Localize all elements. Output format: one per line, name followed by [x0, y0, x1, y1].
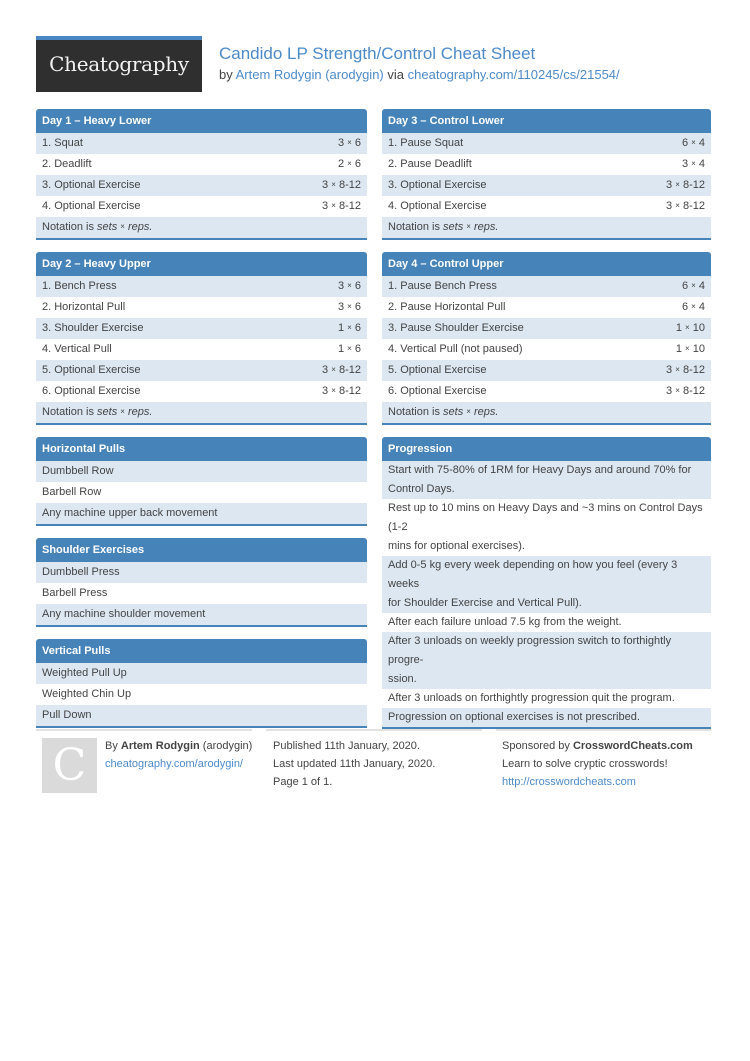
note-sets: sets — [97, 406, 118, 418]
exercise-name: 4. Vertical Pull (not paused) — [388, 343, 523, 355]
times-sign: × — [685, 323, 690, 332]
author-link[interactable]: Artem Rodygin (arodygin) — [235, 67, 384, 82]
table-rows — [36, 276, 367, 402]
section-day4 — [382, 252, 711, 425]
sets-reps — [338, 133, 361, 154]
sets-reps — [682, 133, 705, 154]
progression-item — [382, 556, 711, 613]
sets-value: 3 — [337, 137, 345, 149]
reps-value: 6 — [354, 343, 361, 355]
reps-value: 8-12 — [338, 179, 361, 191]
table-row — [36, 276, 367, 297]
reps-value: 8-12 — [338, 385, 361, 397]
by-prefix: By — [105, 740, 121, 752]
reps-value: 4 — [698, 280, 705, 292]
sets-value: 2 — [337, 158, 345, 170]
byline — [219, 67, 620, 82]
reps-value: 6 — [354, 322, 361, 334]
times-sign: × — [120, 407, 125, 416]
author-profile-link[interactable]: cheatography.com/arodygin/ — [105, 758, 243, 770]
table-row — [36, 175, 367, 196]
times-sign: × — [331, 180, 336, 189]
note-sets: sets — [443, 406, 464, 418]
section-day2 — [36, 252, 367, 425]
reps-value: 8-12 — [682, 364, 705, 376]
footer-dates — [266, 729, 482, 795]
logo-text: Cheatography — [49, 52, 189, 76]
sets-reps — [666, 196, 705, 217]
sets-reps — [338, 318, 361, 339]
sets-value: 1 — [675, 343, 682, 355]
progression-line: After 3 unloads on forthightly progression quit the program. — [388, 692, 675, 704]
section-title: Day 4 – Control Upper — [382, 252, 711, 276]
times-sign: × — [120, 222, 125, 231]
progression-item — [382, 632, 711, 689]
table-row — [36, 318, 367, 339]
note-prefix: Notation is — [42, 406, 98, 418]
times-sign: × — [347, 159, 352, 168]
times-sign: × — [691, 302, 696, 311]
sets-value: 1 — [337, 343, 345, 355]
table-row — [382, 297, 711, 318]
section-title: Progression — [382, 437, 711, 461]
sets-reps — [338, 297, 361, 318]
notation-note — [382, 217, 711, 240]
cheatography-logo[interactable] — [36, 36, 202, 92]
note-reps: reps — [128, 221, 150, 233]
times-sign: × — [347, 138, 352, 147]
note-suffix: . — [495, 406, 499, 418]
times-sign: × — [347, 281, 352, 290]
footer-by-line — [105, 740, 252, 752]
list-item: Weighted Pull Up — [36, 663, 367, 684]
sets-reps — [322, 381, 361, 402]
table-row — [382, 339, 711, 360]
reps-value: 10 — [692, 322, 705, 334]
notation-note — [36, 217, 367, 240]
exercise-name: 3. Shoulder Exercise — [42, 322, 144, 334]
table-row — [382, 175, 711, 196]
progression-line: Rest up to 10 mins on Heavy Days and ~3 mins on Control Days (1-2 — [388, 502, 703, 533]
progression-line: for Shoulder Exercise and Vertical Pull). — [388, 597, 582, 609]
table-rows — [382, 133, 711, 217]
progression-line: mins for optional exercises). — [388, 540, 525, 552]
sets-value: 3 — [666, 179, 673, 191]
note-sets: sets — [97, 221, 118, 233]
exercise-name: 2. Deadlift — [42, 158, 92, 170]
times-sign: × — [675, 201, 680, 210]
avatar — [42, 738, 97, 793]
progression-line: After 3 unloads on weekly progression switch to forthightly progre- — [388, 635, 672, 666]
list-item: Weighted Chin Up — [36, 684, 367, 705]
reps-value: 6 — [354, 137, 361, 149]
times-sign: × — [691, 138, 696, 147]
sets-reps — [322, 175, 361, 196]
sponsor-name: CrosswordCheats.com — [572, 740, 693, 752]
exercise-name: 4. Optional Exercise — [388, 200, 487, 212]
list-items — [36, 562, 367, 627]
times-sign: × — [331, 201, 336, 210]
times-sign: × — [331, 365, 336, 374]
times-sign: × — [347, 302, 352, 311]
section-title: Vertical Pulls — [36, 639, 367, 663]
table-row — [36, 154, 367, 175]
sets-value: 1 — [337, 322, 345, 334]
progression-item — [382, 613, 711, 632]
table-row — [36, 339, 367, 360]
progression-item — [382, 708, 711, 727]
sets-value: 3 — [337, 301, 345, 313]
note-prefix: Notation is — [388, 221, 444, 233]
progression-item — [382, 461, 711, 499]
sets-reps — [676, 318, 705, 339]
progression-line: ssion. — [388, 673, 417, 685]
times-sign: × — [347, 344, 352, 353]
via-text: via — [387, 67, 405, 82]
sets-value: 6 — [681, 301, 689, 313]
sets-reps — [666, 381, 705, 402]
list-item: Any machine upper back movement — [36, 503, 367, 524]
list-item: Dumbbell Press — [36, 562, 367, 583]
table-rows — [382, 276, 711, 402]
published-date: Published 11th January, 2020. — [273, 740, 420, 752]
section-title: Day 1 – Heavy Lower — [36, 109, 367, 133]
sets-value: 3 — [322, 364, 329, 376]
exercise-name: 3. Pause Shoulder Exercise — [388, 322, 524, 334]
sponsor-link[interactable]: http://crosswordcheats.com — [502, 776, 636, 788]
table-row — [36, 196, 367, 217]
reps-value: 10 — [692, 343, 705, 355]
section-shoulder-exercises — [36, 538, 367, 627]
times-sign: × — [691, 281, 696, 290]
avatar-letter: C — [52, 740, 87, 791]
sets-reps — [322, 360, 361, 381]
exercise-name: 1. Pause Squat — [388, 137, 464, 149]
exercise-name: 2. Pause Horizontal Pull — [388, 301, 506, 313]
page-title[interactable]: Candido LP Strength/Control Cheat Sheet — [219, 44, 536, 63]
reps-value: 4 — [698, 301, 705, 313]
sheet-url-link[interactable]: cheatography.com/110245/cs/21554/ — [407, 67, 620, 82]
times-sign: × — [466, 407, 471, 416]
progression-line: Start with 75-80% of 1RM for Heavy Days and around 70% for — [388, 464, 692, 476]
exercise-name: 2. Horizontal Pull — [42, 301, 126, 313]
reps-value: 6 — [354, 301, 361, 313]
sets-reps — [666, 360, 705, 381]
times-sign: × — [675, 386, 680, 395]
sets-value: 3 — [681, 158, 689, 170]
sets-reps — [322, 196, 361, 217]
section-day1 — [36, 109, 367, 240]
reps-value: 8-12 — [682, 200, 705, 212]
progression-item — [382, 499, 711, 556]
reps-value: 4 — [698, 158, 705, 170]
reps-value: 4 — [698, 137, 705, 149]
times-sign: × — [347, 323, 352, 332]
reps-value: 8-12 — [682, 385, 705, 397]
table-rows — [36, 133, 367, 217]
sponsor-prefix: Sponsored by — [502, 740, 573, 752]
sets-value: 3 — [322, 200, 329, 212]
times-sign: × — [685, 344, 690, 353]
table-row — [382, 154, 711, 175]
exercise-name: 1. Bench Press — [42, 280, 117, 292]
exercise-name: 5. Optional Exercise — [388, 364, 487, 376]
note-reps: reps — [474, 221, 496, 233]
table-row — [382, 360, 711, 381]
times-sign: × — [466, 222, 471, 231]
times-sign: × — [675, 365, 680, 374]
exercise-name: 2. Pause Deadlift — [388, 158, 472, 170]
sets-value: 6 — [681, 280, 689, 292]
exercise-name: 5. Optional Exercise — [42, 364, 141, 376]
sets-value: 3 — [666, 385, 673, 397]
exercise-name: 6. Optional Exercise — [388, 385, 487, 397]
table-row — [382, 276, 711, 297]
section-day3 — [382, 109, 711, 240]
reps-value: 6 — [354, 158, 361, 170]
table-row — [36, 360, 367, 381]
page-count: Page 1 of 1. — [273, 776, 333, 788]
note-sets: sets — [443, 221, 464, 233]
section-title: Day 2 – Heavy Upper — [36, 252, 367, 276]
table-row — [382, 381, 711, 402]
list-item: Dumbbell Row — [36, 461, 367, 482]
notation-note — [382, 402, 711, 425]
section-horizontal-pulls — [36, 437, 367, 526]
reps-value: 8-12 — [682, 179, 705, 191]
table-row — [382, 196, 711, 217]
sponsor-tagline: Learn to solve cryptic crosswords! — [502, 758, 668, 770]
section-title: Day 3 – Control Lower — [382, 109, 711, 133]
progression-line: Progression on optional exercises is not prescribed. — [388, 711, 640, 723]
times-sign: × — [675, 180, 680, 189]
sets-reps — [682, 154, 705, 175]
reps-value: 8-12 — [338, 200, 361, 212]
updated-date: Last updated 11th January, 2020. — [273, 758, 436, 770]
section-progression — [382, 437, 711, 729]
note-reps: reps — [128, 406, 150, 418]
progression-line: Add 0-5 kg every week depending on how you feel (every 3 weeks — [388, 559, 678, 590]
list-items — [36, 461, 367, 526]
list-item: Barbell Press — [36, 583, 367, 604]
table-row — [36, 133, 367, 154]
sets-value: 3 — [666, 200, 673, 212]
table-row — [36, 381, 367, 402]
times-sign: × — [331, 386, 336, 395]
sets-value: 3 — [666, 364, 673, 376]
reps-value: 8-12 — [338, 364, 361, 376]
sets-reps — [676, 339, 705, 360]
exercise-name: 1. Pause Bench Press — [388, 280, 497, 292]
by-prefix: by — [219, 67, 233, 82]
progression-line: Control Days. — [388, 483, 455, 495]
table-row — [382, 318, 711, 339]
note-suffix: . — [149, 221, 153, 233]
sets-value: 3 — [322, 385, 329, 397]
exercise-name: 4. Vertical Pull — [42, 343, 112, 355]
table-row — [382, 133, 711, 154]
exercise-name: 4. Optional Exercise — [42, 200, 141, 212]
notation-note — [36, 402, 367, 425]
exercise-name: 3. Optional Exercise — [42, 179, 141, 191]
exercise-name: 3. Optional Exercise — [388, 179, 487, 191]
sets-reps — [338, 154, 361, 175]
table-row — [36, 297, 367, 318]
right-column — [382, 109, 711, 741]
progression-items — [382, 461, 711, 729]
list-items — [36, 663, 367, 728]
note-suffix: . — [149, 406, 153, 418]
footer-author — [36, 729, 252, 795]
sets-reps — [666, 175, 705, 196]
note-prefix: Notation is — [388, 406, 444, 418]
progression-item — [382, 689, 711, 708]
section-title: Shoulder Exercises — [36, 538, 367, 562]
sets-reps — [682, 276, 705, 297]
times-sign: × — [691, 159, 696, 168]
sets-value: 3 — [337, 280, 345, 292]
section-title: Horizontal Pulls — [36, 437, 367, 461]
sets-reps — [682, 297, 705, 318]
list-item: Any machine shoulder movement — [36, 604, 367, 625]
author-name: Artem Rodygin — [120, 740, 200, 752]
list-item: Pull Down — [36, 705, 367, 726]
sets-value: 6 — [681, 137, 689, 149]
author-handle: (arodygin) — [199, 740, 253, 752]
note-prefix: Notation is — [42, 221, 98, 233]
sponsor-line — [502, 740, 693, 752]
note-suffix: . — [495, 221, 499, 233]
note-reps: reps — [474, 406, 496, 418]
section-vertical-pulls — [36, 639, 367, 728]
reps-value: 6 — [354, 280, 361, 292]
list-item: Barbell Row — [36, 482, 367, 503]
sets-value: 3 — [322, 179, 329, 191]
footer — [36, 729, 711, 799]
footer-sponsor — [496, 729, 711, 795]
sets-value: 1 — [675, 322, 682, 334]
exercise-name: 1. Squat — [42, 137, 83, 149]
sets-reps — [338, 276, 361, 297]
left-column — [36, 109, 367, 740]
sets-reps — [338, 339, 361, 360]
progression-line: After each failure unload 7.5 kg from the weight. — [388, 616, 622, 628]
exercise-name: 6. Optional Exercise — [42, 385, 141, 397]
